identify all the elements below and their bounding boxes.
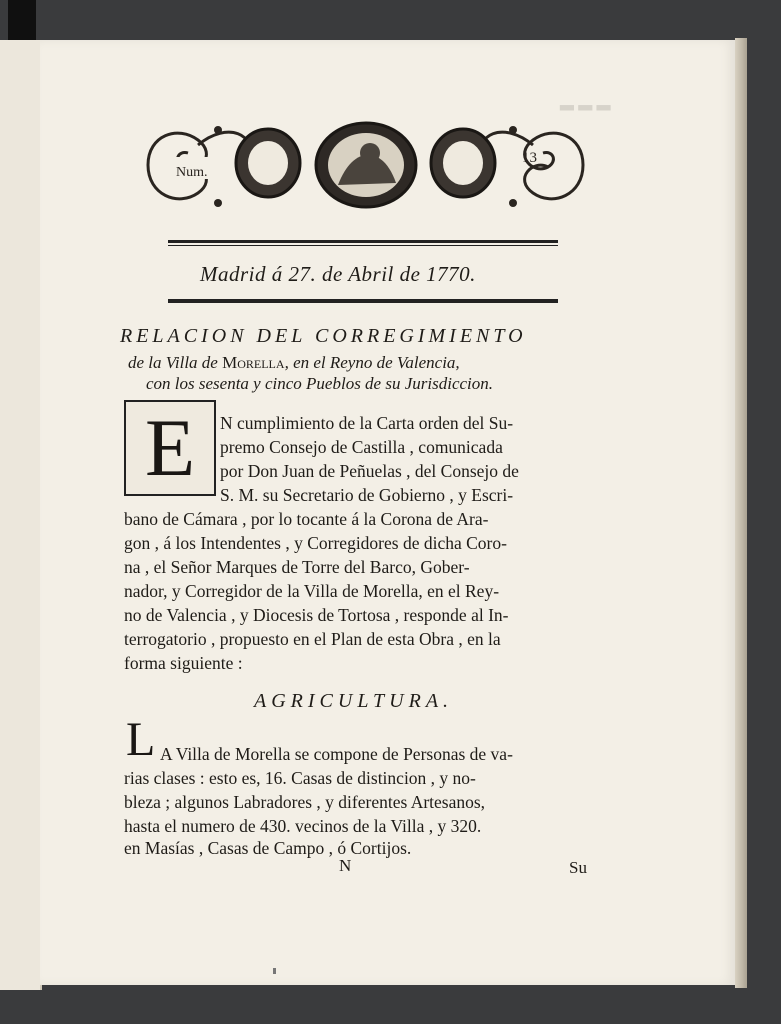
intro-line: gon , á los Intendentes , y Corregidores de dicha Coro- [124,533,507,553]
report-subtitle-1: de la Villa de Morella, en el Reyno de Valencia, [128,353,460,372]
report-title: RELACION DEL CORREGIMIENTO [120,325,527,347]
intro-line: nador, y Corregidor de la Villa de Morella, en el Rey- [124,581,500,601]
intro-line: S. M. su Secretario de Gobierno , y Escri- [220,485,514,505]
number-label: Num. [176,165,208,180]
signature-mark: N [339,856,352,875]
rule-top [168,240,558,246]
section-line: bleza ; algunos Labradores , y diferentes Artesanos, [124,792,486,812]
facing-page-edge [0,40,42,990]
decorated-initial-e: E [124,400,216,496]
show-through: ▂ ▂ ▂ [560,90,611,110]
intro-line: forma siguiente : [124,653,243,673]
intro-line: na , el Señor Marques de Torre del Barco, Gober- [124,557,470,577]
initial-l: L [126,713,156,766]
section-line: rias clases : esto es, 16. Casas de distincion , y no- [124,768,476,788]
intro-line: premo Consejo de Castilla , comunicada [220,437,503,457]
page-stack-edge [735,38,747,988]
intro-line: N cumplimiento de la Carta orden del Su- [220,413,514,433]
dateline: Madrid á 27. de Abril de 1770. [200,262,476,286]
intro-line: terrogatorio , propuesto en el Plan de esta Obra , en la [124,629,501,649]
intro-line: no de Valencia , y Diocesis de Tortosa , responde al In- [124,605,509,625]
page-mark [273,968,276,974]
issue-number: 13 [522,150,537,166]
section-heading: AGRICULTURA. [254,690,454,712]
section-line: en Masías , Casas de Campo , ó Cortijos. [124,838,412,858]
intro-line: bano de Cámara , por lo tocante á la Corona de Ara- [124,509,489,529]
rule-bottom [168,297,558,303]
section-line: A Villa de Morella se compone de Personas de va- [160,744,513,764]
report-subtitle-2: con los sesenta y cinco Pueblos de su Jurisdiccion. [146,374,494,393]
intro-line: por Don Juan de Peñuelas , del Consejo de [220,461,519,481]
catchword: Su [569,858,587,877]
section-line: hasta el numero de 430. vecinos de la Villa , y 320. [124,816,482,836]
binding-clip [8,0,36,40]
